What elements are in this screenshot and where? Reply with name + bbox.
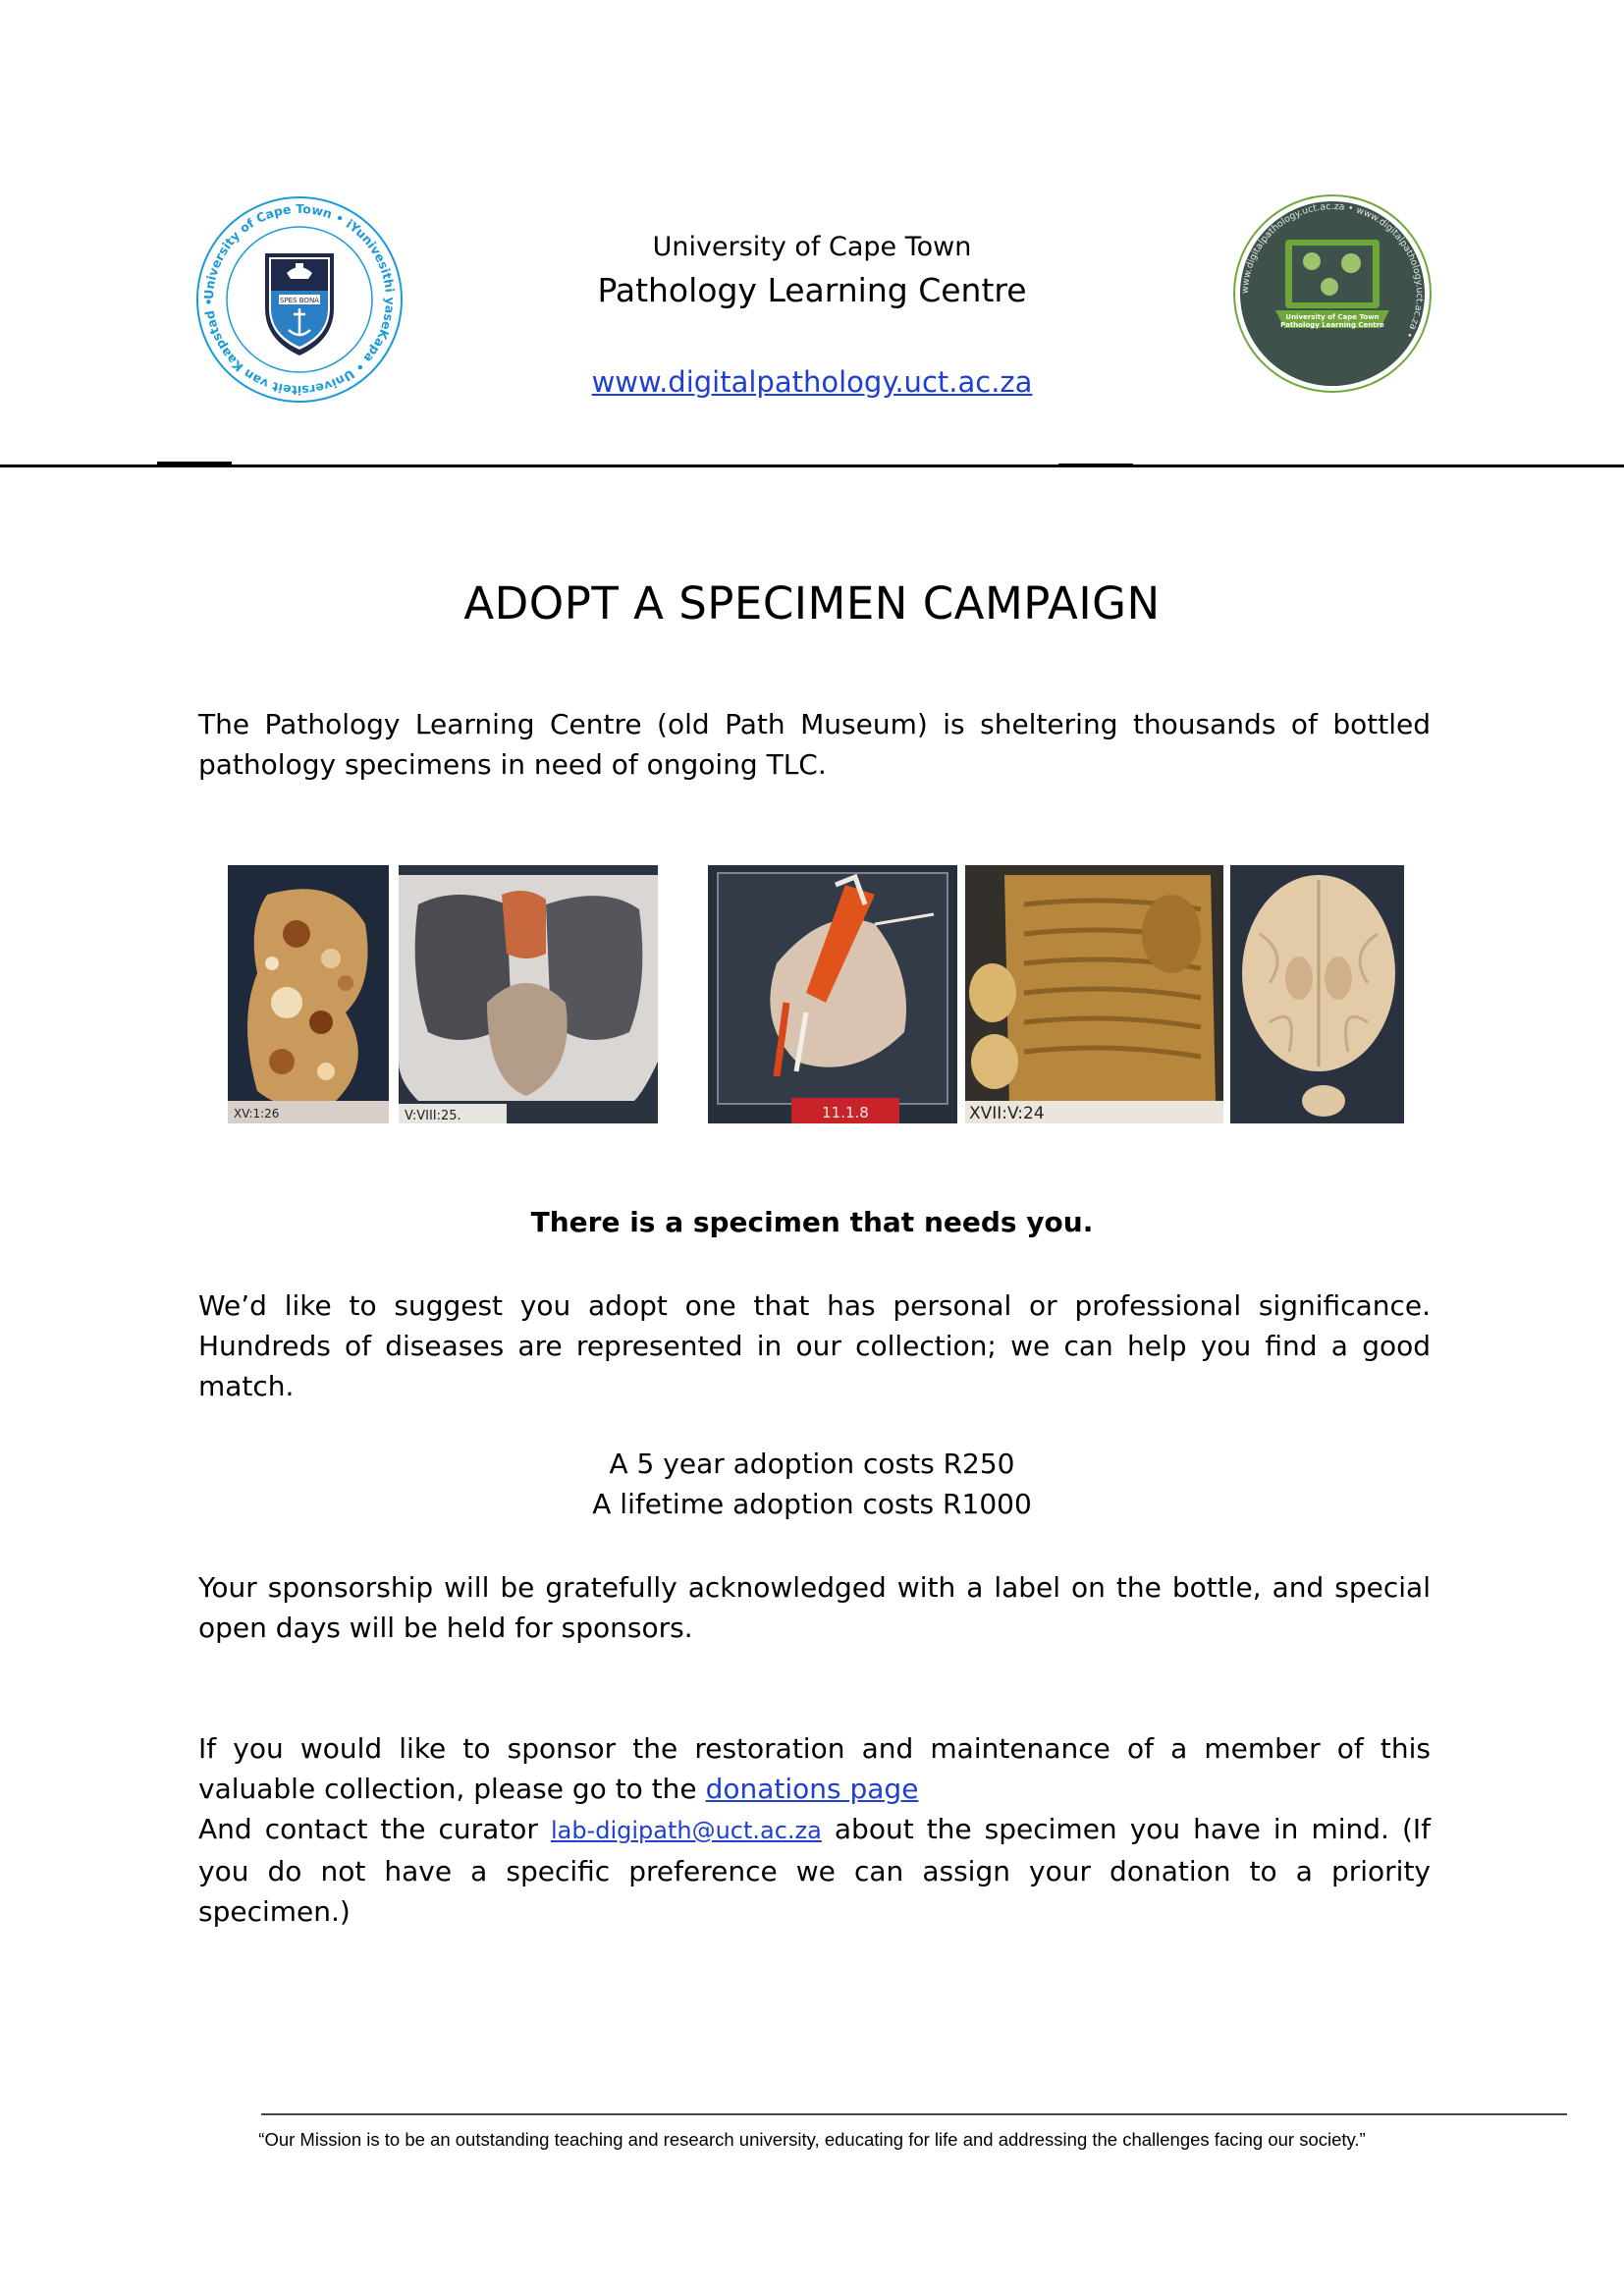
page-title: ADOPT A SPECIMEN CAMPAIGN (463, 577, 1161, 629)
specimen-photo-bowel (965, 865, 1223, 1123)
specimen-photo-heart (708, 865, 957, 1123)
specimen-label-4: XVII:V:24 (969, 1104, 1045, 1123)
curator-email-link[interactable]: lab-digipath@uct.ac.za (550, 1817, 822, 1844)
specimen-label-1: XV:1:26 (234, 1107, 280, 1121)
price-five-year: A 5 year adoption costs R250 (609, 1448, 1015, 1480)
specimen-label-2: V:VIII:25. (405, 1109, 461, 1123)
digital-pathology-logo (1231, 192, 1434, 395)
suggestion-paragraph: We’d like to suggest you adopt one that has personal or professional significance. Hundreds of diseases are represented in our collection; we can help you find a good match. (198, 1289, 1431, 1402)
header-divider-mark-right (1058, 464, 1133, 465)
tagline: There is a specimen that needs you. (530, 1206, 1094, 1238)
dp-logo-line1: University of Cape Town (1285, 313, 1380, 321)
header-divider-mark-left (157, 462, 232, 465)
mission-statement: “Our Mission is to be an outstanding teaching and research university, educating for life and addressing the challenges facing our society.” (258, 2129, 1366, 2150)
university-name: University of Cape Town (652, 232, 972, 262)
contact-text-3: about the specimen you have in mind. (If you do not have a specific preference we can assign your donation to a priority specimen.) (198, 1813, 1431, 1928)
uct-logo-ring-text: University of Cape Town • iYunivesithi yaseKapa • Universiteit van Kaapstad • (200, 200, 399, 399)
specimen-photo-kidney (228, 865, 389, 1123)
uct-motto: SPES BONA (280, 297, 319, 304)
dp-logo-ring-text: www.digitalpathology.uct.ac.za • www.digitalpathology.uct.ac.za • (1239, 200, 1426, 340)
contact-text-1: If you would like to sponsor the restoration and maintenance of a member of this valuable collection, please go to the (198, 1732, 1431, 1805)
website-link[interactable]: www.digitalpathology.uct.ac.za (591, 365, 1033, 399)
dp-logo-line2: Pathology Learning Centre (1280, 321, 1384, 329)
donations-link[interactable]: donations page (705, 1773, 919, 1805)
specimen-label-3: 11.1.8 (822, 1104, 869, 1121)
specimen-photo-brain (1230, 865, 1404, 1123)
contact-paragraph (198, 1728, 1431, 1932)
sponsorship-paragraph: Your sponsorship will be gratefully acknowledged with a label on the bottle, and special open days will be held for sponsors. (198, 1571, 1431, 1644)
centre-name: Pathology Learning Centre (597, 271, 1027, 309)
header-divider (0, 465, 1624, 467)
specimen-photo-lung (399, 865, 658, 1123)
intro-paragraph: The Pathology Learning Centre (old Path Museum) is sheltering thousands of bottled pathology specimens in need of ongoing TLC. (198, 708, 1431, 781)
price-lifetime: A lifetime adoption costs R1000 (592, 1488, 1032, 1520)
contact-text-2: And contact the curator (198, 1813, 551, 1845)
footer-divider (261, 2113, 1567, 2115)
